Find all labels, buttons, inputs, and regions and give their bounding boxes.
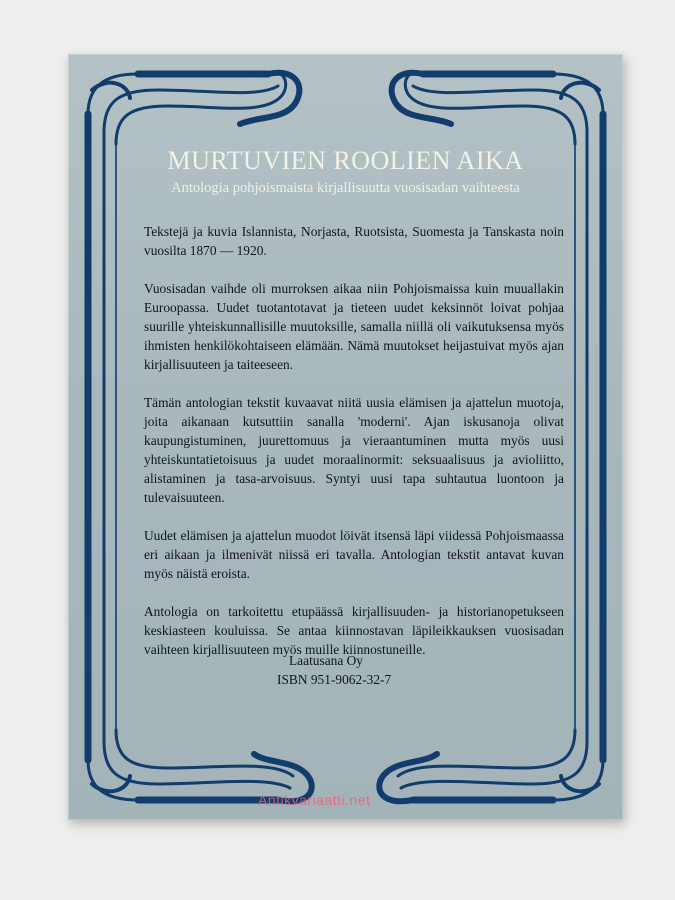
blurb-paragraph-1: Tekstejä ja kuvia Islannista, Norjasta, Ruotsista, Suomesta ja Tanskasta noin vuosilta 1870 — 1920. — [144, 224, 564, 258]
store-watermark: Antikvariaatti.net — [258, 792, 371, 808]
publisher-name: Laatusana Oy — [289, 653, 363, 668]
book-title: MURTUVIEN ROOLIEN AIKA — [167, 146, 524, 175]
book-back-cover — [68, 54, 623, 820]
isbn-number: ISBN 951-9062-32-7 — [277, 672, 392, 687]
blurb-paragraph-5: Antologia on tarkoitettu etupäässä kirjallisuuden- ja historianopetukseen keskiasteen kouluissa. Se antaa kiinnostavan läpileikkauksen vuosisadan vaihteen kirjallisuuteen myös muille kiinnostuneille. — [144, 604, 564, 657]
blurb-text — [144, 222, 564, 678]
blurb-paragraph-2: Vuosisadan vaihde oli murroksen aikaa niin Pohjoismaissa kuin muuallakin Euroopassa. Uudet tuotantotavat ja tieteen uudet keksinnöt loivat pohjaa suurille yhteiskunnallisille muutoksille, samalla niillä oli vaikutuksensa myös ihmisten henkilökohtaiseen elämään. Nämä muutokset heijastuivat myös ajan kirjallisuuteen ja taiteeseen. — [144, 281, 564, 372]
blurb-paragraph-4: Uudet elämisen ja ajattelun muodot löivät itsensä läpi viidessä Pohjoismaassa eri aikaan ja ilmenivät niissä eri tavalla. Antologian tekstit antavat kuvan myös näistä eroista. — [144, 528, 564, 581]
book-subtitle: Antologia pohjoismaista kirjallisuutta vuosisadan vaihteesta — [171, 180, 520, 196]
blurb-paragraph-3: Tämän antologian tekstit kuvaavat niitä uusia elämisen ja ajattelun muotoja, joita aikanaan kutsuttiin sanalla 'moderni'. Ajan iskusanoja olivat kaupungistuminen, juurettomuus ja vieraantuminen mutta myös uusi yhteiskuntatietoisuus ja uudet moraalinormit: seksuaalisuus ja avioliitto, alistaminen ja tasa-arvoisuus. Syntyi uusi tapa suhtautua luontoon ja tulevaisuuteen. — [144, 395, 564, 505]
